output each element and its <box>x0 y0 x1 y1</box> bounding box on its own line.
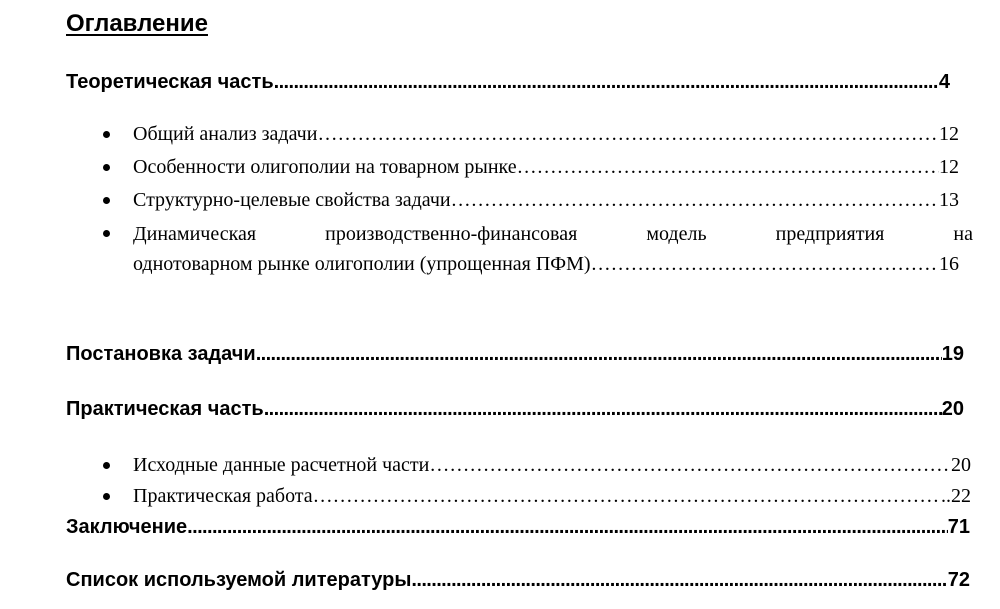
toc-subentry-title: Практическая работа <box>133 485 313 507</box>
toc-subentry-line2 <box>133 250 959 278</box>
toc-page-number: 20 <box>941 398 964 420</box>
toc-entry-title: Постановка задачи <box>66 343 256 365</box>
toc-word: на <box>953 223 973 245</box>
toc-subentry-line1 <box>133 219 973 250</box>
toc-entry-practical-part[interactable] <box>66 395 964 423</box>
toc-entry-problem-statement[interactable] <box>66 340 964 368</box>
toc-subentry-oligopoly-features[interactable] <box>133 153 959 181</box>
toc-entry-references[interactable] <box>66 566 970 594</box>
dot-leader <box>451 186 939 214</box>
toc-entry-title: Теоретическая часть <box>66 71 274 93</box>
toc-subentry-title: Особенности олигополии на товарном рынке <box>133 156 517 178</box>
toc-title: Оглавление <box>66 10 208 37</box>
bullet-icon <box>103 197 110 204</box>
toc-subentry-general-analysis[interactable] <box>133 120 959 148</box>
toc-page-number: 71 <box>947 516 970 538</box>
toc-entry-title: Заключение <box>66 516 188 538</box>
toc-page-number: 16 <box>939 253 959 275</box>
toc-word: модель <box>646 223 707 245</box>
bullet-icon <box>103 462 110 469</box>
toc-entry-theoretical-part[interactable] <box>66 68 950 96</box>
toc-word: предприятия <box>775 223 885 245</box>
toc-page-number: 4 <box>938 71 950 93</box>
toc-page-number: 20 <box>951 454 971 476</box>
toc-subentry-title: Структурно-целевые свойства задачи <box>133 189 451 211</box>
toc-page-number: 13 <box>939 189 959 211</box>
dot-leader <box>313 482 941 510</box>
dot-leader <box>187 513 948 541</box>
toc-subentry-title: Общий анализ задачи <box>133 123 318 145</box>
toc-entry-title: Практическая часть <box>66 398 264 420</box>
bullet-icon <box>103 493 110 500</box>
toc-page-number: 12 <box>939 156 959 178</box>
toc-word: производственно-финансовая <box>325 223 578 245</box>
toc-page-number: ..22 <box>941 485 971 507</box>
dot-leader <box>256 340 942 368</box>
toc-page-number: 12 <box>939 123 959 145</box>
dot-leader <box>411 566 947 594</box>
toc-subentry-title: Исходные данные расчетной части <box>133 454 430 476</box>
bullet-icon <box>103 164 110 171</box>
dot-leader <box>591 250 939 278</box>
dot-leader <box>317 120 939 148</box>
toc-subentry-title: однотоварном рынке олигополии (упрощенная ПФМ) <box>133 253 591 275</box>
toc-word: Динамическая <box>133 223 257 245</box>
toc-subentry-structural-properties[interactable] <box>133 186 959 214</box>
bullet-icon <box>103 131 110 138</box>
dot-leader <box>429 451 951 479</box>
toc-entry-conclusion[interactable] <box>66 513 970 541</box>
dot-leader <box>517 153 939 181</box>
dot-leader <box>274 68 939 96</box>
toc-subentry-dynamic-model[interactable] <box>133 219 973 278</box>
bullet-icon <box>103 230 110 237</box>
toc-subentry-practical-work[interactable] <box>133 482 971 510</box>
toc-entry-title: Список используемой литературы <box>66 569 412 591</box>
toc-subentry-source-data[interactable] <box>133 451 971 479</box>
dot-leader <box>264 395 942 423</box>
toc-page-number: 72 <box>947 569 970 591</box>
toc-page-number: 19 <box>941 343 964 365</box>
